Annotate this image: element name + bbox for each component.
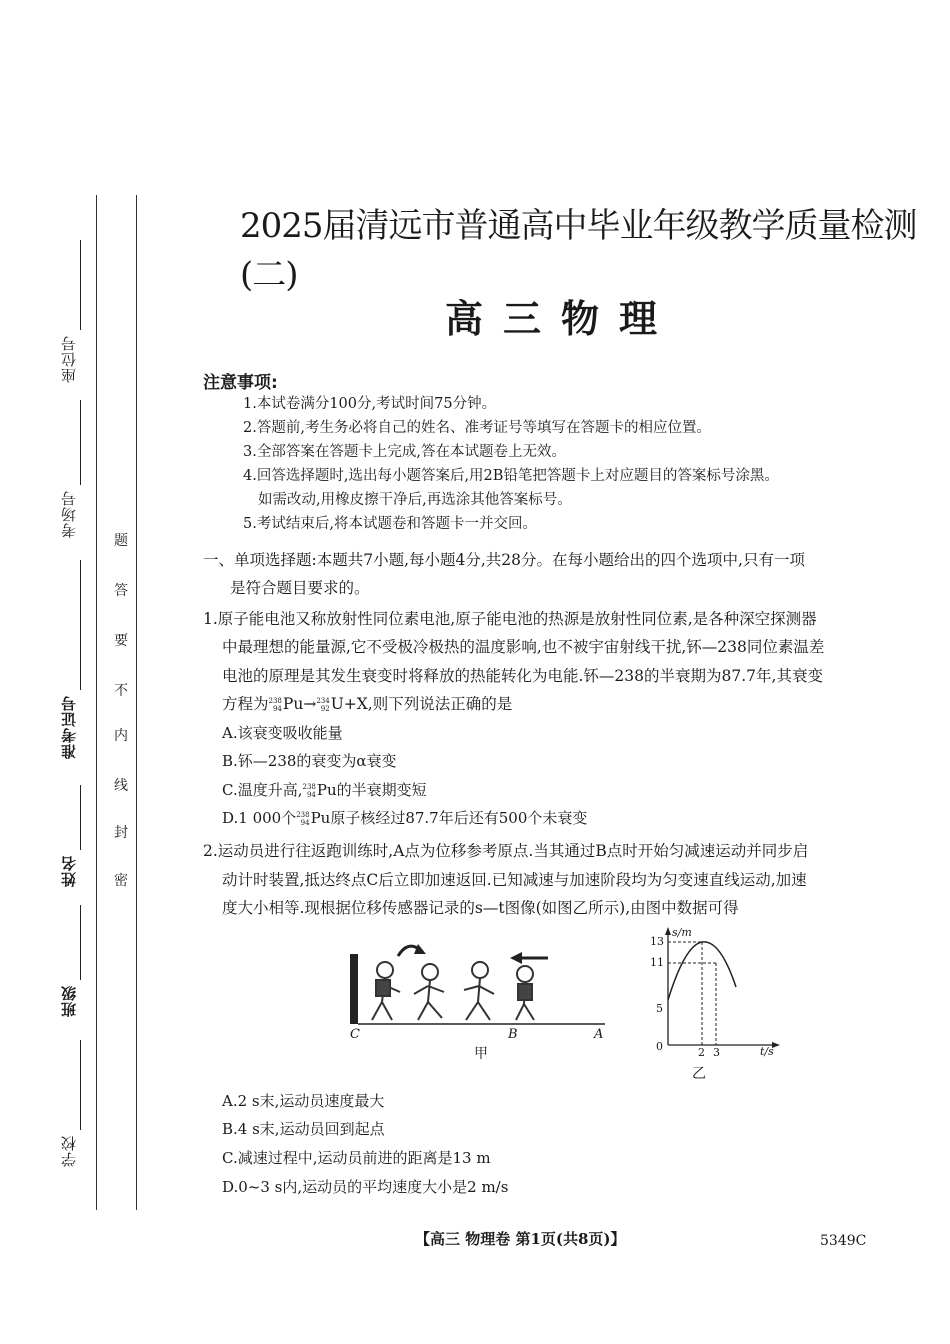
graph-xtick: 2	[698, 1046, 705, 1059]
school-line[interactable]	[80, 1040, 81, 1130]
seal-char: 密	[114, 873, 128, 889]
seat-number-line[interactable]	[80, 240, 81, 330]
q2-option-c[interactable]: C.减速过程中,运动员前进的距离是13 m	[222, 1149, 491, 1167]
exam-subject: 高三物理	[445, 297, 678, 341]
class-label: 班级	[60, 985, 78, 1017]
runner-figure	[372, 962, 400, 1020]
seal-char: 不	[114, 683, 128, 699]
figure-right-caption: 乙	[692, 1066, 706, 1082]
graph-ytick: 11	[650, 956, 664, 969]
seal-char: 答	[114, 583, 128, 599]
figure-left-caption: 甲	[474, 1046, 488, 1062]
isotope-u: 234 92	[316, 697, 330, 713]
page-footer: 【高三 物理卷 第1页(共8页)】	[415, 1230, 626, 1248]
arrow-icon: →	[303, 695, 317, 713]
notice-heading: 注意事项:	[203, 373, 278, 393]
graph-xtick: 3	[713, 1046, 720, 1059]
figure-track-illustration	[340, 940, 620, 1040]
section-heading: 一、单项选择题:本题共7小题,每小题4分,共28分。在每小题给出的四个选项中,只有一项	[203, 551, 805, 569]
notice-item: 3.全部答案在答题卡上完成,答在本试题卷上无效。	[243, 444, 566, 460]
binding-line-outer	[96, 195, 97, 1210]
exam-title: 2025届清远市普通高中毕业年级教学质量检测(二)	[240, 206, 917, 295]
admission-ticket-line[interactable]	[80, 560, 81, 690]
left-arrow-head	[510, 952, 522, 964]
isotope-pu: 238 94	[302, 783, 316, 799]
q2-stem-line: 度大小相等.现根据位移传感器记录的s—t图像(如图乙所示),由图中数据可得	[222, 899, 739, 917]
st-curve	[668, 942, 736, 1000]
exam-room-label: 考场号	[60, 490, 78, 538]
name-label: 姓名	[60, 855, 78, 887]
runner-figure	[464, 962, 494, 1020]
y-axis-arrow	[665, 927, 671, 935]
q1-option-d[interactable]: D.1 000个238 94Pu原子核经过87.7年后还有500个未衰变	[222, 809, 588, 827]
notice-item: 5.考试结束后,将本试题卷和答题卡一并交回。	[243, 516, 537, 532]
exam-room-line[interactable]	[80, 400, 81, 485]
notice-item: 4.回答选择题时,选出每小题答案后,用2B铅笔把答题卡上对应题目的答案标号涂黑。	[243, 468, 779, 484]
runner-figure	[516, 966, 534, 1020]
q1-stem-line: 中最理想的能量源,它不受极冷极热的温度影响,也不被宇宙射线干扰,钚—238同位素温差	[222, 638, 825, 656]
class-line[interactable]	[80, 905, 81, 980]
q2-option-d[interactable]: D.0~3 s内,运动员的平均速度大小是2 m/s	[222, 1178, 509, 1196]
graph-ytick: 13	[650, 935, 664, 948]
notice-item: 1.本试卷满分100分,考试时间75分钟。	[243, 396, 497, 412]
seal-char: 内	[114, 728, 128, 744]
q1-stem-line: 1.原子能电池又称放射性同位素电池,原子能电池的热源是放射性同位素,是各种深空探测器	[203, 610, 817, 628]
binding-line-inner	[136, 195, 137, 1210]
q1-equation-line: 方程为238 94Pu→234 92U+X,则下列说法正确的是	[222, 695, 513, 713]
q1-option-b[interactable]: B.钚—238的衰变为α衰变	[222, 752, 397, 770]
point-c-label: C	[350, 1027, 360, 1042]
q2-option-b[interactable]: B.4 s末,运动员回到起点	[222, 1120, 385, 1138]
q2-stem-line: 动计时装置,抵达终点C后立即加速返回.已知减速与加速阶段均为匀变速直线运动,加速	[222, 871, 807, 889]
seal-char: 要	[114, 633, 128, 649]
wall	[350, 954, 358, 1024]
school-label: 学校	[60, 1135, 78, 1167]
section-heading-cont: 是符合题目要求的。	[230, 579, 370, 597]
isotope-pu: 238 94	[268, 697, 282, 713]
graph-ylabel: s/m	[672, 926, 692, 939]
point-b-label: B	[508, 1027, 518, 1042]
graph-xlabel: t/s	[760, 1045, 774, 1058]
q1-option-a[interactable]: A.该衰变吸收能量	[222, 724, 343, 742]
name-line[interactable]	[80, 785, 81, 850]
graph-ytick: 5	[656, 1002, 663, 1015]
admission-ticket-label: 准考证号	[60, 695, 78, 759]
q1-eq-prefix: 方程为	[222, 695, 269, 713]
notice-item: 2.答题前,考生务必将自己的姓名、准考证号等填写在答题卡的相应位置。	[243, 420, 711, 436]
q1-stem-line: 电池的原理是其发生衰变时将释放的热能转化为电能.钚—238的半衰期为87.7年,其衰变	[222, 667, 823, 685]
notice-item: 如需改动,用橡皮擦干净后,再选涂其他答案标号。	[258, 492, 572, 508]
q1-option-c[interactable]: C.温度升高,238 94Pu的半衰期变短	[222, 781, 427, 799]
q2-stem-line: 2.运动员进行往返跑训练时,A点为位移参考原点.当其通过B点时开始匀减速运动并同步启	[203, 842, 809, 860]
seal-char: 封	[114, 825, 128, 841]
seal-char: 线	[114, 778, 128, 794]
turn-arrow-head	[414, 944, 426, 954]
seal-char: 题	[114, 533, 128, 549]
isotope-pu: 238 94	[296, 811, 310, 827]
q2-option-a[interactable]: A.2 s末,运动员速度最大	[222, 1092, 385, 1110]
runner-figure	[414, 964, 444, 1020]
seat-number-label: 座位号	[60, 335, 78, 383]
point-a-label: A	[594, 1027, 604, 1042]
exam-code: 5349C	[820, 1233, 867, 1249]
graph-ytick: 0	[656, 1040, 663, 1053]
